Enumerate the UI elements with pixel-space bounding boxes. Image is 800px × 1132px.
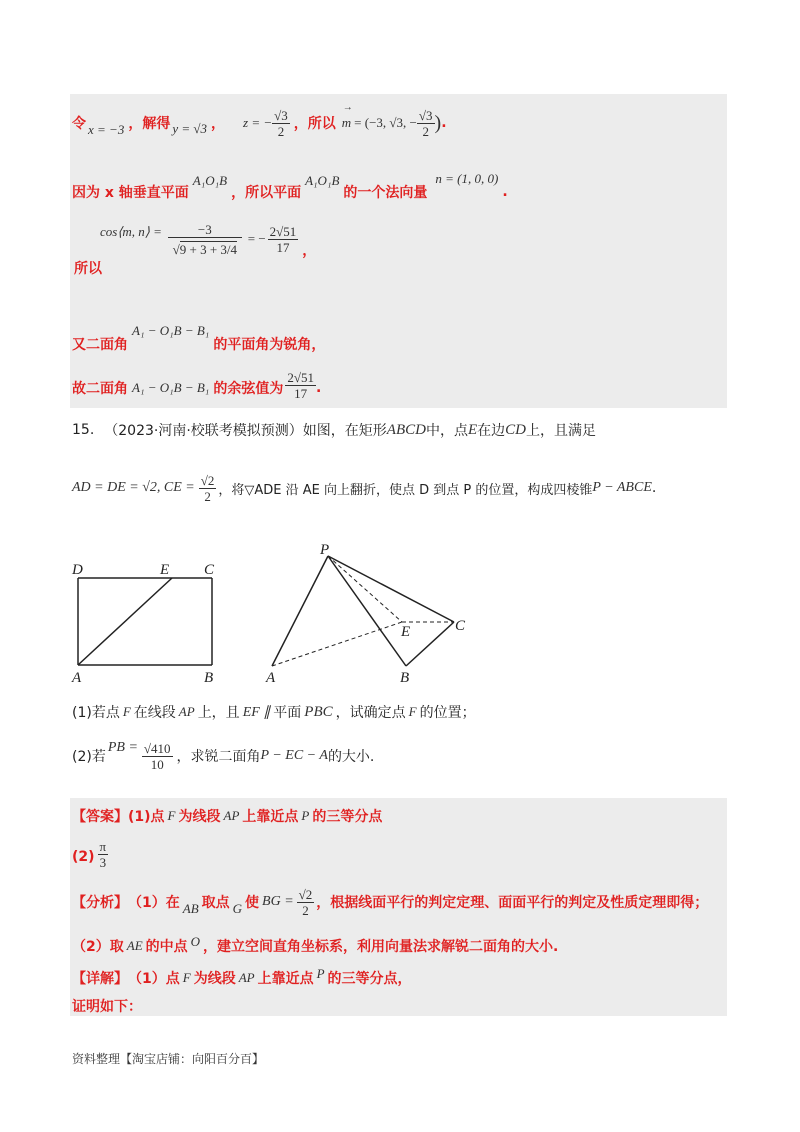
- text: （1）点: [128, 971, 180, 987]
- footer-text: 资料整理【淘宝店铺：向阳百分百】: [72, 1052, 265, 1066]
- fraction: [98, 839, 109, 870]
- label-a: A: [72, 670, 82, 686]
- vector-label: m: [341, 115, 352, 130]
- label-b: B: [204, 670, 214, 686]
- math-ap: AP: [238, 970, 255, 985]
- denominator: 2: [204, 488, 211, 504]
- text: 证明如下：: [72, 999, 142, 1015]
- text: 的三等分点: [312, 809, 383, 825]
- math-ab: AB: [182, 901, 199, 916]
- answer-line-2: [72, 834, 108, 874]
- text: 的三等分点，: [327, 971, 412, 987]
- denominator: 2: [277, 123, 285, 139]
- text: （2023·河南·校联考模拟预测）如图，在矩形: [104, 423, 387, 439]
- label-b: B: [400, 670, 410, 686]
- math-ap: AP: [178, 704, 195, 719]
- cosine-formula: [100, 218, 316, 260]
- solution-line-1: [72, 98, 447, 148]
- math-f: F: [122, 704, 131, 719]
- denominator: 2: [302, 902, 309, 918]
- normal-vector: [435, 171, 498, 187]
- math-rect: ABCD: [386, 421, 426, 438]
- fraction: [297, 887, 315, 918]
- label-a: A: [266, 670, 276, 686]
- solution-line-4: [72, 320, 325, 354]
- denominator: √9 + 3 + 3/4: [172, 241, 238, 257]
- fraction: [285, 370, 316, 401]
- text: 故二面角: [72, 381, 128, 397]
- detail-line-1: [72, 966, 412, 990]
- fraction: [417, 108, 435, 139]
- solution-line-2: [72, 166, 508, 206]
- text: 在线段: [133, 705, 176, 721]
- math-ef: EF ∥: [242, 704, 271, 720]
- denominator: 17: [276, 239, 290, 255]
- paren-close: ): [434, 111, 442, 134]
- denominator: 10: [150, 756, 164, 772]
- analysis-line-2: [72, 934, 558, 958]
- math-f: F: [167, 808, 176, 823]
- text: (2): [72, 849, 95, 865]
- segment-ae: [78, 578, 172, 665]
- text: ，试确定点: [335, 705, 406, 721]
- math-condition: AD = DE = √2, CE =: [72, 480, 195, 495]
- text: 使: [245, 895, 260, 911]
- text: 上靠近点: [257, 971, 314, 987]
- text: 为线段: [178, 809, 221, 825]
- question-1: [72, 700, 476, 724]
- text: （1）在: [128, 895, 180, 911]
- text: ，解得: [128, 116, 171, 132]
- math-point: E: [467, 421, 478, 438]
- problem-line-2: [72, 466, 656, 510]
- math-pyramid: P − ABCE: [592, 480, 652, 495]
- text: 为线段: [193, 971, 236, 987]
- text: 在边: [477, 423, 506, 439]
- math-f: F: [408, 704, 417, 719]
- text: 的大小.: [327, 749, 375, 765]
- math-edge: CD: [505, 421, 526, 438]
- fraction: [268, 224, 299, 255]
- detail-tag: 【详解】: [72, 971, 128, 987]
- text: 中，点: [425, 423, 468, 439]
- denominator: 17: [294, 385, 308, 401]
- numerator: √2: [200, 472, 215, 488]
- math-plane: A₁O₁B: [305, 173, 340, 188]
- text: （2）取: [72, 939, 124, 955]
- problem-number: 15.: [72, 422, 95, 438]
- math-p: P: [301, 808, 310, 823]
- text: 因为 x 轴垂直平面: [72, 185, 189, 201]
- math-dihedral: A₁ − O₁B − B₁: [132, 323, 210, 338]
- text: ，建立空间直角坐标系，利用向量法求解锐二面角的大小.: [203, 939, 559, 955]
- label-d: D: [72, 562, 83, 578]
- math-g: G: [232, 901, 243, 916]
- analysis-tag: 【分析】: [72, 895, 128, 911]
- numerator: √2: [298, 886, 313, 902]
- detail-line-2: [72, 996, 142, 1016]
- math-bg: BG =: [262, 894, 294, 909]
- math-n: n = (1, 0, 0): [435, 171, 499, 186]
- label-c: C: [204, 562, 215, 578]
- text: (2)若: [72, 749, 106, 765]
- math-p: P: [316, 966, 325, 981]
- text: 取点: [201, 895, 230, 911]
- label-c: C: [455, 618, 466, 634]
- analysis-line-1: [72, 882, 708, 922]
- text: ，: [302, 243, 317, 259]
- fraction: [199, 473, 217, 504]
- math-dihedral: A₁ − O₁B − B₁: [132, 380, 210, 395]
- math-f: F: [182, 970, 191, 985]
- vector-m: → m: [341, 102, 353, 130]
- vector-value: = (−3, √3, −: [354, 115, 417, 130]
- numerator: π: [99, 838, 107, 854]
- text: .: [315, 380, 322, 396]
- text: 的余弦值为: [213, 381, 284, 397]
- problem-line-1: [72, 418, 596, 442]
- math-ae: AE: [126, 938, 143, 953]
- text: ，所以平面: [231, 185, 302, 201]
- numerator: 2√51: [269, 223, 297, 239]
- numerator: √410: [143, 740, 171, 756]
- edge-pb: [328, 556, 406, 666]
- equals: = −: [247, 231, 266, 246]
- numerator: 2√51: [287, 369, 314, 385]
- text: ，所以: [293, 116, 336, 132]
- math-o: O: [190, 934, 201, 949]
- text: (1)点: [128, 809, 165, 825]
- label-p: P: [320, 542, 330, 558]
- denominator: 3: [99, 854, 107, 870]
- label-e: E: [160, 562, 170, 578]
- question-2: [72, 734, 374, 778]
- answer-tag: 【答案】: [72, 809, 128, 825]
- label-e: E: [401, 624, 411, 640]
- fraction: [168, 222, 242, 257]
- text: 令: [72, 116, 86, 132]
- figure-rectangle: [66, 558, 226, 688]
- text: .: [651, 480, 657, 496]
- text: 上，且满足: [525, 423, 596, 439]
- text: 的中点: [145, 939, 188, 955]
- solution-line-5: [72, 365, 321, 405]
- text: (1)若点: [72, 705, 120, 721]
- math-plane: A₁O₁B: [192, 173, 228, 188]
- text: 上靠近点: [242, 809, 299, 825]
- math-y: y = √3: [172, 121, 208, 136]
- math-pb: PB =: [107, 740, 138, 755]
- text: 的位置；: [419, 705, 476, 721]
- figure-pyramid: [262, 540, 482, 690]
- fraction: [272, 108, 290, 139]
- math-x: x = −3: [88, 122, 125, 137]
- text: 所以: [74, 261, 102, 277]
- text: .: [441, 115, 447, 131]
- text: 又二面角: [72, 337, 128, 353]
- radicand: 9 + 3 + 3/4: [179, 241, 238, 257]
- text: ，: [211, 116, 226, 132]
- denominator: 2: [422, 123, 429, 139]
- math-ap: AP: [223, 808, 240, 823]
- math-cos: cos⟨m, n⟩ =: [100, 224, 162, 239]
- text: .: [502, 184, 508, 200]
- text: 的一个法向量: [343, 185, 428, 201]
- numerator: √3: [418, 107, 433, 123]
- math-dihedral: P − EC − A: [260, 748, 328, 763]
- edge-bc: [406, 622, 454, 666]
- math-z: z = −: [243, 115, 273, 130]
- solution-line-3: [72, 218, 472, 288]
- fraction: [142, 741, 173, 772]
- text: 上，且: [197, 705, 240, 721]
- text: 的平面角为锐角，: [213, 337, 326, 353]
- numerator: −3: [168, 222, 242, 238]
- numerator: √3: [274, 107, 288, 123]
- text: ，求锐二面角: [176, 749, 261, 765]
- answer-line-1: [72, 804, 382, 828]
- text: ，将▽ADE 沿 AE 向上翻折，使点 D 到点 P 的位置，构成四棱锥: [218, 482, 593, 498]
- text: 平面: [273, 705, 302, 721]
- math-pbc: PBC: [304, 703, 333, 720]
- text: ，根据线面平行的判定定理、面面平行的判定及性质定理即得；: [316, 895, 709, 911]
